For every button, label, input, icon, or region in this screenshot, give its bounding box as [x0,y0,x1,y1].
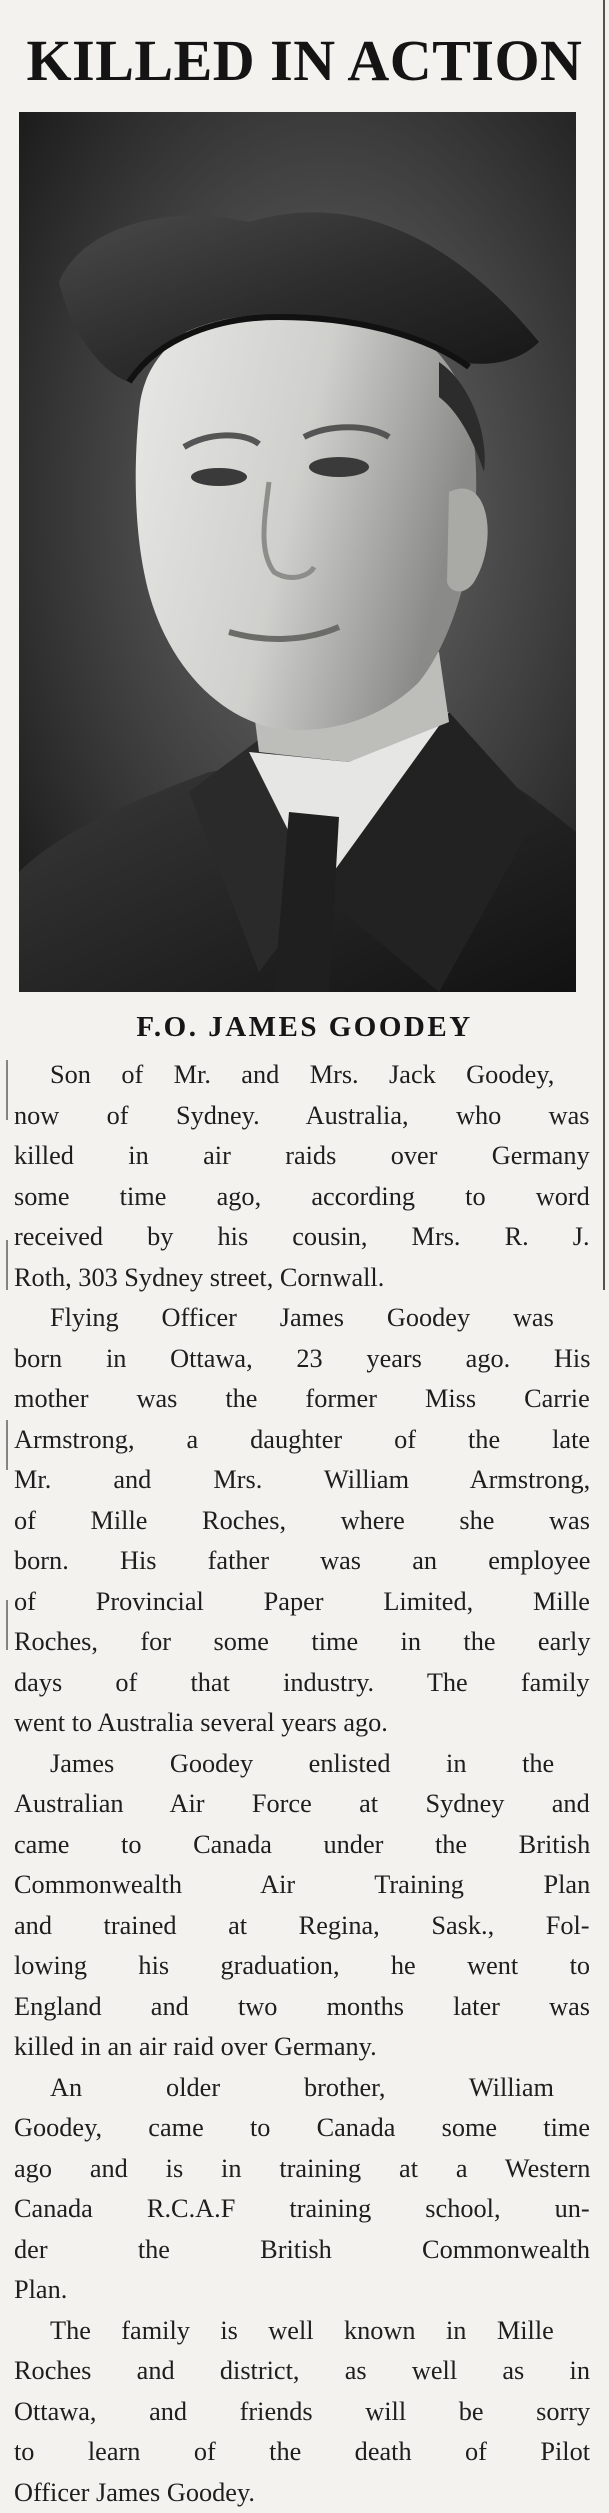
article-line: to learn of the death of Pilot [14,2432,590,2473]
article-line: England and two months later was [14,1987,590,2028]
article-line: Flying Officer James Goodey was [14,1298,590,1339]
article-line: born. His father was an employee [14,1541,590,1582]
margin-mark [6,1420,8,1470]
article-paragraph [14,1298,590,1744]
headline: KILLED IN ACTION [0,28,609,94]
article-line: killed in an air raid over Germany. [14,2027,590,2068]
portrait-icon [19,112,576,992]
article-paragraph [14,2311,590,2513]
article-body [14,1055,590,2513]
article-line: James Goodey enlisted in the [14,1744,590,1785]
article-line: Ottawa, and friends will be sorry [14,2392,590,2433]
article-line: Canada R.C.A.F training school, un- [14,2189,590,2230]
article-line: of Mille Roches, where she was [14,1501,590,1542]
article-line: An older brother, William [14,2068,590,2109]
article-line: Mr. and Mrs. William Armstrong, [14,1460,590,1501]
article-line: now of Sydney. Australia, who was [14,1096,590,1137]
article-paragraph [14,2068,590,2311]
portrait-photo [19,112,576,992]
article-line: ago and is in training at a Western [14,2149,590,2190]
article-line: days of that industry. The family [14,1663,590,1704]
article-line: Armstrong, a daughter of the late [14,1420,590,1461]
photo-caption: F.O. JAMES GOODEY [0,1010,609,1044]
article-line: Goodey, came to Canada some time [14,2108,590,2149]
article-line: born in Ottawa, 23 years ago. His [14,1339,590,1380]
article-line: received by his cousin, Mrs. R. J. [14,1217,590,1258]
article-line: der the British Commonwealth [14,2230,590,2271]
article-line: Roth, 303 Sydney street, Cornwall. [14,1258,590,1299]
margin-mark [6,1600,8,1650]
article-line: Roches and district, as well as in [14,2351,590,2392]
article-line: some time ago, according to word [14,1177,590,1218]
article-line: Roches, for some time in the early [14,1622,590,1663]
article-line: The family is well known in Mille [14,2311,590,2352]
column-rule [603,0,605,1290]
article-line: of Provincial Paper Limited, Mille [14,1582,590,1623]
article-line: Commonwealth Air Training Plan [14,1865,590,1906]
article-line: mother was the former Miss Carrie [14,1379,590,1420]
article-line: Australian Air Force at Sydney and [14,1784,590,1825]
article-paragraph [14,1055,590,1298]
article-line: killed in air raids over Germany [14,1136,590,1177]
article-line: came to Canada under the British [14,1825,590,1866]
article-paragraph [14,1744,590,2068]
margin-mark [6,1060,8,1120]
article-line: Officer James Goodey. [14,2473,590,2513]
article-line: and trained at Regina, Sask., Fol- [14,1906,590,1947]
article-line: went to Australia several years ago. [14,1703,590,1744]
margin-mark [6,1240,8,1290]
article-line: Plan. [14,2270,590,2311]
article-line: lowing his graduation, he went to [14,1946,590,1987]
article-line: Son of Mr. and Mrs. Jack Goodey, [14,1055,590,1096]
